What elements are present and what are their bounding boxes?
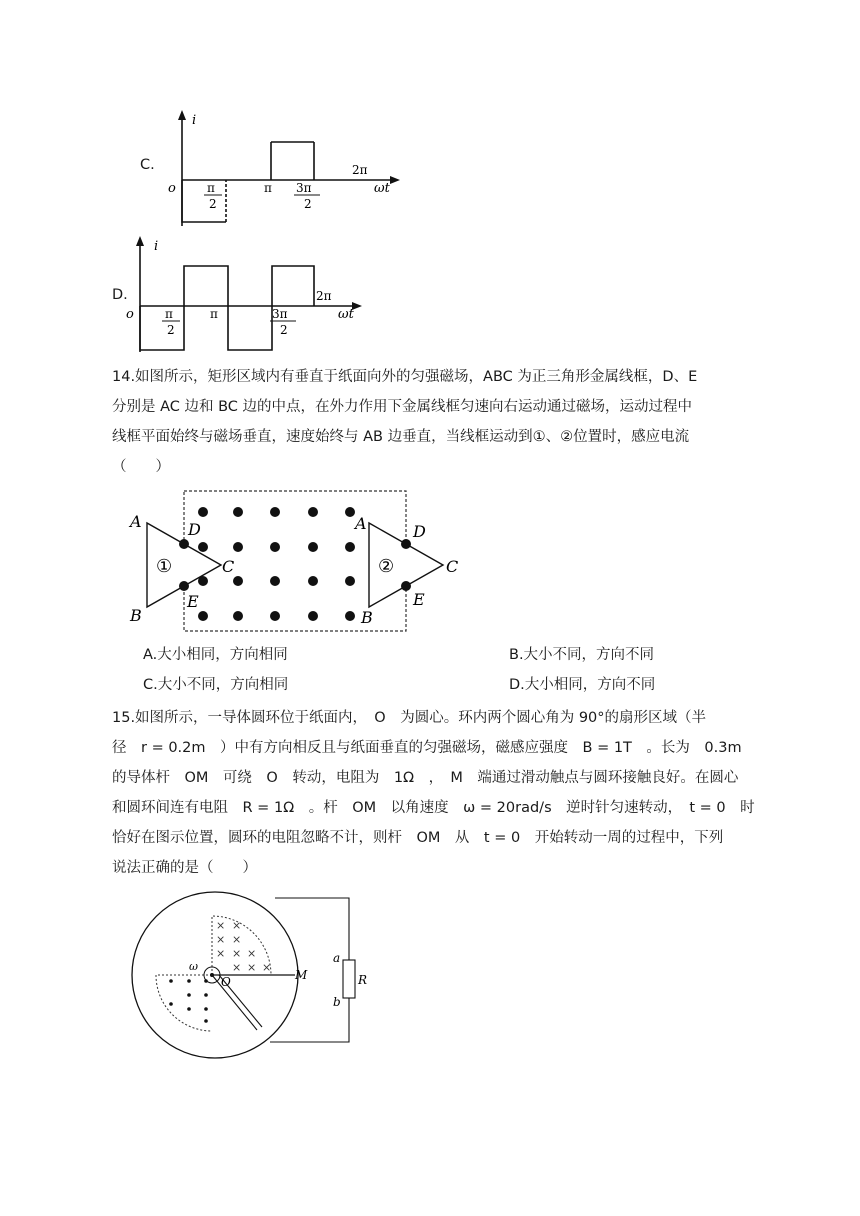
q14-figure — [125, 485, 470, 635]
resistor-R — [343, 960, 355, 998]
q15-line: 的导体杆 OM 可绕 O 转动，电阻为 1Ω ， M 端通过滑动触点与圆环接触良好。在圆心 — [112, 770, 739, 786]
cross-mark: × — [216, 919, 226, 932]
label-position-2: ② — [378, 556, 395, 577]
q14-line: 14.如图所示，矩形区域内有垂直于纸面向外的匀强磁场，ABC 为正三角形金属线框，D、E — [112, 369, 698, 385]
graph-d-tick-2pi: 2π — [316, 289, 332, 303]
graph-c-origin: o — [168, 181, 176, 196]
label-B2: B — [361, 608, 373, 627]
label-C2: C — [446, 557, 459, 576]
q14-option-c[interactable]: C.大小不同，方向相同 — [143, 677, 289, 693]
q15-line: 和圆环间连有电阻 R = 1Ω 。杆 OM 以角速度 ω = 20rad/s 逆时针匀速转动， t = 0 时 — [112, 800, 755, 816]
graph-c — [160, 108, 410, 230]
q14-line: （ ） — [112, 459, 170, 475]
q15-line: 恰好在图示位置，圆环的电阻忽略不计，则杆 OM 从 t = 0 开始转动一周的过程中，下列 — [112, 830, 724, 846]
label-E2: E — [413, 590, 425, 609]
graph-d-tick-3pi-half-num: 3π — [272, 307, 288, 321]
graph-d-tick-3pi-half-den: 2 — [280, 323, 288, 337]
graph-d-tick-pi-half-den: 2 — [167, 323, 175, 337]
q15-line: 说法正确的是（ ） — [112, 860, 257, 876]
label-B1: B — [130, 606, 142, 625]
graph-c-tick-pi-half-num: π — [207, 181, 215, 195]
q15-line: 15.如图所示，一导体圆环位于纸面内， O 为圆心。环内两个圆心角为 90°的扇形区域（半 — [112, 710, 707, 726]
label-omega: ω — [189, 960, 198, 973]
cross-mark: × — [232, 919, 242, 932]
label-C1: C — [222, 557, 235, 576]
q15-figure — [125, 880, 375, 1060]
q14-line: 线框平面始终与磁场垂直，速度始终与 AB 边垂直，当线框运动到①、②位置时，感应电流 — [112, 429, 690, 445]
graph-c-tick-2pi: 2π — [352, 163, 368, 177]
q14-stem — [112, 362, 732, 482]
graph-d-tick-pi: π — [210, 307, 218, 321]
label-A2: A — [355, 514, 367, 533]
label-D2: D — [413, 522, 426, 541]
q14-option-d[interactable]: D.大小相同，方向不同 — [509, 677, 656, 693]
label-D1: D — [188, 520, 201, 539]
option-c-label: C. — [140, 157, 155, 173]
cross-mark: × — [262, 961, 272, 974]
label-b: b — [333, 995, 341, 1009]
label-M: M — [295, 968, 308, 982]
label-R: R — [358, 973, 368, 987]
graph-c-y-label: i — [192, 113, 197, 128]
cross-mark: × — [216, 933, 226, 946]
cross-mark: × — [232, 947, 242, 960]
q14-line: 分别是 AC 边和 BC 边的中点，在外力作用下金属线框匀速向右运动通过磁场，运动过程中 — [112, 399, 693, 415]
q15-stem — [112, 703, 755, 883]
label-O: O — [221, 975, 231, 989]
graph-d-y-label: i — [154, 239, 159, 254]
graph-d — [118, 234, 378, 356]
label-A1: A — [130, 512, 142, 531]
graph-c-x-label: ωt — [374, 181, 390, 196]
q14-option-b[interactable]: B.大小不同，方向不同 — [509, 647, 655, 663]
cross-mark: × — [247, 961, 257, 974]
graph-d-origin: o — [126, 307, 134, 322]
label-E1: E — [187, 592, 199, 611]
cross-mark: × — [247, 947, 257, 960]
label-a: a — [333, 951, 341, 965]
label-position-1: ① — [156, 556, 173, 577]
option-d-label: D. — [112, 287, 128, 303]
graph-c-tick-pi-half-den: 2 — [209, 197, 217, 211]
graph-c-tick-3pi-half-den: 2 — [304, 197, 312, 211]
q15-line: 径 r = 0.2m ）中有方向相反且与纸面垂直的匀强磁场，磁感应强度 B = 1T 。长为 0.3m — [112, 740, 742, 756]
graph-d-x-label: ωt — [338, 307, 354, 322]
graph-d-tick-pi-half-num: π — [165, 307, 173, 321]
cross-mark: × — [216, 947, 226, 960]
graph-c-tick-3pi-half-num: 3π — [296, 181, 312, 195]
graph-c-tick-pi: π — [264, 181, 272, 195]
cross-mark: × — [232, 933, 242, 946]
cross-mark: × — [232, 961, 242, 974]
q14-option-a[interactable]: A.大小相同，方向相同 — [143, 647, 288, 663]
